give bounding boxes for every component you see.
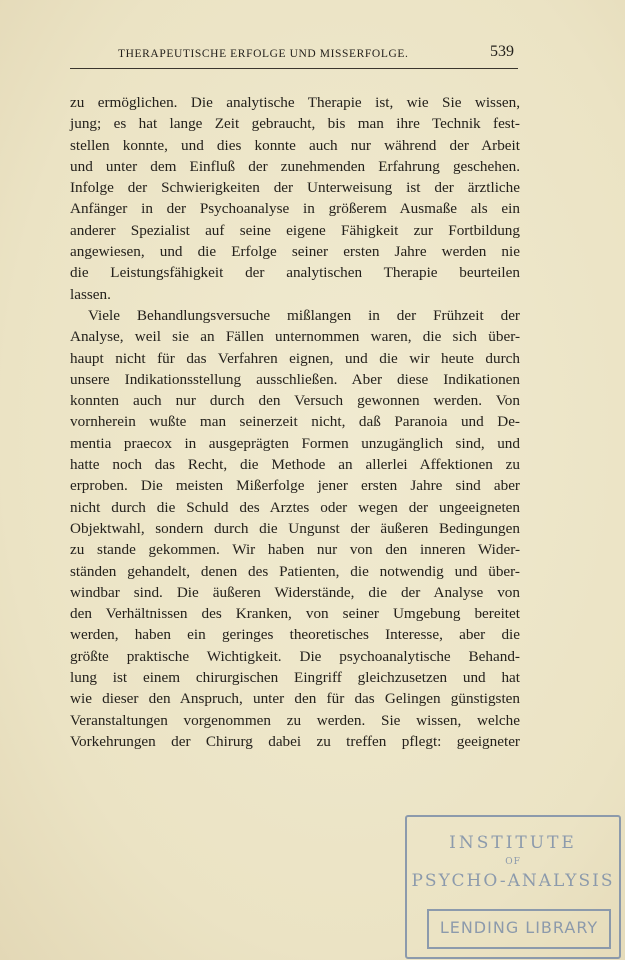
stamp-of: OF	[505, 857, 521, 867]
library-stamp	[405, 815, 621, 959]
text-line: Analyse, weil sie an Fällen unternommen waren, die sich über-	[70, 328, 520, 346]
text-line: den Verhältnissen des Kranken, von seiner Umgebung bereitet	[70, 605, 520, 623]
text-line: konnten auch nur durch den Versuch gewonnen werden. Von	[70, 392, 520, 410]
text-line: hatte noch das Recht, die Methode an allerlei Affektionen zu	[70, 456, 520, 474]
text-line: angewiesen, und die Erfolge seiner ersten Jahre werden nie	[70, 243, 520, 261]
running-header	[70, 38, 518, 69]
body-text	[70, 92, 520, 752]
text-line: Infolge der Schwierigkeiten der Unterweisung ist der ärztliche	[70, 179, 520, 197]
text-line: Objektwahl, sondern durch die Ungunst der äußeren Bedingungen	[70, 519, 520, 537]
page-number: 539	[490, 43, 514, 60]
text-line: Veranstaltungen vorgenommen zu werden. Sie wissen, welche	[70, 711, 520, 729]
text-line: stellen konnte, und dies konnte auch nur während der Arbeit	[70, 136, 520, 154]
text-line: windbar sind. Die äußeren Widerstände, die der Analyse von	[70, 583, 520, 601]
text-line: werden, haben ein geringes theoretisches Interesse, aber die	[70, 626, 520, 644]
stamp-lending-library: LENDING LIBRARY	[439, 918, 599, 937]
text-line: vornherein wußte man seinerzeit nicht, daß Paranoia und De-	[70, 413, 520, 431]
text-line: Anfänger in der Psychoanalyse in größerem Ausmaße als ein	[70, 200, 520, 218]
stamp-lending-box	[427, 909, 611, 949]
text-line: nicht durch die Schuld des Arztes oder wegen der ungeeigneten	[70, 498, 520, 516]
running-title: THERAPEUTISCHE ERFOLGE UND MISSERFOLGE.	[118, 48, 409, 60]
text-line: anderer Spezialist auf seine eigene Fähigkeit zur Fortbildung	[70, 221, 520, 239]
text-line: Vorkehrungen der Chirurg dabei zu treffen pflegt: geeigneter	[70, 732, 520, 750]
text-line: haupt nicht für das Verfahren eignen, und die wir heute durch	[70, 349, 520, 367]
text-line: ständen gehandelt, denen des Patienten, die notwendig und über-	[70, 562, 520, 580]
text-line: größte praktische Wichtigkeit. Die psychoanalytische Behand-	[70, 647, 520, 665]
text-line: lung ist einem chirurgischen Eingriff gleichzusetzen und hat	[70, 669, 520, 687]
text-line: zu ermöglichen. Die analytische Therapie ist, wie Sie wissen,	[70, 94, 520, 111]
paragraph-first-line: Viele Behandlungsversuche mißlangen in der Frühzeit der	[88, 306, 520, 324]
text-line: zu stande gekommen. Wir haben nur von den inneren Wider-	[70, 541, 520, 559]
text-line: und unter dem Einfluß der zunehmenden Erfahrung geschehen.	[70, 157, 520, 175]
text-line: jung; es hat lange Zeit gebraucht, bis man ihre Technik fest-	[70, 115, 520, 133]
text-line: wie dieser den Anspruch, unter den für das Gelingen günstigsten	[70, 690, 520, 708]
stamp-psycho-analysis: PSYCHO-ANALYSIS	[411, 871, 615, 891]
stamp-institute: INSTITUTE	[449, 833, 577, 853]
text-line: die Leistungsfähigkeit der analytischen Therapie beurteilen	[70, 264, 520, 282]
text-line: erproben. Die meisten Mißerfolge jener ersten Jahre sind aber	[70, 477, 520, 495]
text-line: unsere Indikationsstellung ausschließen. Aber diese Indikationen	[70, 370, 520, 388]
text-line: lassen.	[70, 285, 111, 303]
text-line: mentia praecox in ausgeprägten Formen unzugänglich sind, und	[70, 434, 520, 452]
